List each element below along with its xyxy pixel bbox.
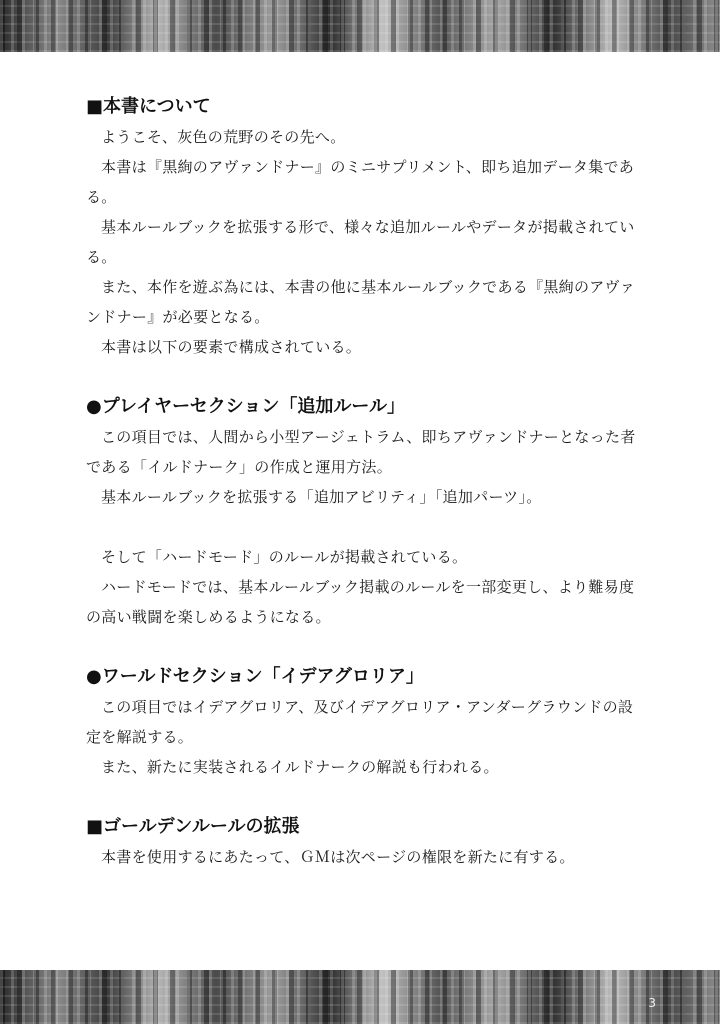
paragraph: 基本ルールブックを拡張する「追加アビリティ」「追加パーツ」。 (101, 488, 542, 506)
section-player-section (86, 392, 646, 632)
page-number: 3 (648, 996, 656, 1010)
paragraph: 本書は『黒絢のアヴァンドナー』のミニサプリメント、即ち追加データ集である。 (86, 158, 635, 206)
section-world-section (86, 662, 646, 782)
paragraph: また、本作を遊ぶ為には、本書の他に基本ルールブックである『黒絢のアヴァンドナー』が必要となる。 (86, 278, 636, 326)
section-golden-rule (86, 812, 646, 872)
page-content (86, 92, 646, 872)
paragraph: また、新たに実装されるイルドナークの解説も行われる。 (101, 758, 499, 776)
paragraph: この項目では、人間から小型アージェトラム、即ちアヴァンドナーとなった者である「イルドナーク」の作成と運用方法。 (86, 428, 636, 476)
header-banner-image (0, 0, 720, 52)
footer-banner-image (0, 970, 720, 1024)
section-heading: ●ワールドセクション「イデアグロリア」 (86, 666, 424, 687)
paragraph: ようこそ、灰色の荒野のその先へ。 (101, 128, 346, 146)
section-heading: ■ゴールデンルールの拡張 (86, 816, 300, 837)
section-heading: ●プレイヤーセクション「追加ルール」 (86, 396, 406, 417)
section-about-this-book (86, 92, 646, 362)
paragraph-gap (86, 512, 646, 542)
paragraph: この項目ではイデアグロリア、及びイデアグロリア・アンダーグラウンドの設定を解説する。 (86, 698, 634, 746)
paragraph: 本書を使用するにあたって、ＧＭは次ページの権限を新たに有する。 (101, 848, 575, 866)
section-heading: ■本書について (86, 96, 211, 117)
paragraph: 基本ルールブックを拡張する形で、様々な追加ルールやデータが掲載されている。 (86, 218, 635, 266)
paragraph: ハードモードでは、基本ルールブック掲載のルールを一部変更し、より難易度の高い戦闘を楽しめるようになる。 (86, 578, 635, 626)
paragraph: 本書は以下の要素で構成されている。 (101, 338, 362, 356)
paragraph: そして「ハードモード」のルールが掲載されている。 (101, 548, 468, 566)
